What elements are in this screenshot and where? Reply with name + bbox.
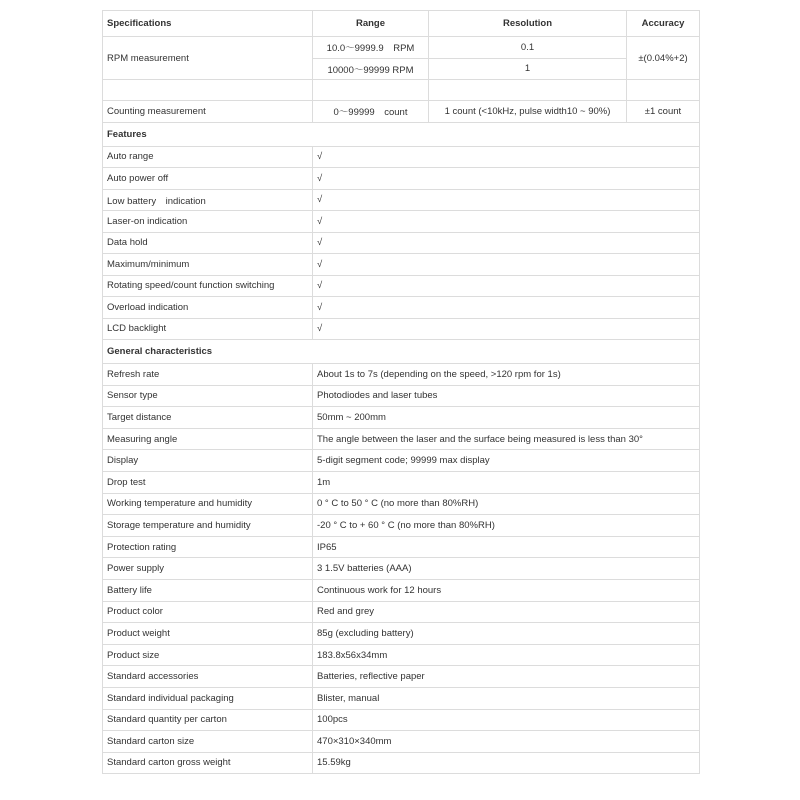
general-row	[103, 687, 700, 709]
general-value: 0 ° C to 50 ° C (no more than 80%RH)	[313, 493, 700, 515]
rpm-resolution-1: 0.1	[429, 37, 627, 59]
features-section-header	[103, 122, 700, 146]
general-label: Standard quantity per carton	[103, 709, 313, 731]
general-label: Product weight	[103, 623, 313, 645]
general-row	[103, 644, 700, 666]
general-title: General characteristics	[103, 340, 700, 364]
feature-value: √	[313, 275, 700, 297]
general-value: The angle between the laser and the surface being measured is less than 30°	[313, 428, 700, 450]
feature-label: Low battery indication	[103, 189, 313, 211]
feature-row	[103, 232, 700, 254]
header-specifications: Specifications	[103, 11, 313, 37]
general-value: -20 ° C to + 60 ° C (no more than 80%RH)	[313, 515, 700, 537]
feature-row	[103, 146, 700, 168]
feature-label: Auto power off	[103, 168, 313, 190]
general-row	[103, 364, 700, 386]
general-value: 15.59kg	[313, 752, 700, 774]
general-value: Red and grey	[313, 601, 700, 623]
features-title: Features	[103, 122, 700, 146]
general-label: Storage temperature and humidity	[103, 515, 313, 537]
general-row	[103, 493, 700, 515]
general-value: 85g (excluding battery)	[313, 623, 700, 645]
spec-table	[102, 10, 700, 774]
general-label: Working temperature and humidity	[103, 493, 313, 515]
rpm-accuracy: ±(0.04%+2)	[627, 37, 700, 80]
header-resolution: Resolution	[429, 11, 627, 37]
general-value: 5-digit segment code; 99999 max display	[313, 450, 700, 472]
general-row	[103, 558, 700, 580]
feature-value: √	[313, 211, 700, 233]
general-value: Blister, manual	[313, 687, 700, 709]
general-row	[103, 536, 700, 558]
feature-label: Overload indication	[103, 297, 313, 319]
general-label: Power supply	[103, 558, 313, 580]
general-value: 183.8x56x34mm	[313, 644, 700, 666]
general-row	[103, 407, 700, 429]
general-value: Batteries, reflective paper	[313, 666, 700, 688]
general-row	[103, 385, 700, 407]
general-value: Photodiodes and laser tubes	[313, 385, 700, 407]
feature-value: √	[313, 146, 700, 168]
general-section-header	[103, 340, 700, 364]
general-row	[103, 666, 700, 688]
feature-value: √	[313, 254, 700, 276]
blank-row	[103, 80, 700, 101]
general-label: Measuring angle	[103, 428, 313, 450]
rpm-label: RPM measurement	[103, 37, 313, 80]
general-row	[103, 623, 700, 645]
feature-value: √	[313, 232, 700, 254]
feature-value: √	[313, 189, 700, 211]
general-label: Product color	[103, 601, 313, 623]
general-row	[103, 709, 700, 731]
table-row	[103, 37, 700, 59]
rpm-resolution-2: 1	[429, 58, 627, 80]
general-value: Continuous work for 12 hours	[313, 579, 700, 601]
general-label: Product size	[103, 644, 313, 666]
header-range: Range	[313, 11, 429, 37]
feature-value: √	[313, 318, 700, 340]
general-label: Standard carton size	[103, 731, 313, 753]
general-label: Drop test	[103, 471, 313, 493]
general-row	[103, 450, 700, 472]
general-value: 3 1.5V batteries (AAA)	[313, 558, 700, 580]
header-accuracy: Accuracy	[627, 11, 700, 37]
counting-range: 0～99999 count	[313, 101, 429, 123]
general-value: About 1s to 7s (depending on the speed, >120 rpm for 1s)	[313, 364, 700, 386]
general-label: Refresh rate	[103, 364, 313, 386]
table-row	[103, 101, 700, 123]
general-row	[103, 601, 700, 623]
header-row	[103, 11, 700, 37]
general-row	[103, 471, 700, 493]
general-value: IP65	[313, 536, 700, 558]
feature-row	[103, 211, 700, 233]
general-value: 50mm ~ 200mm	[313, 407, 700, 429]
counting-label: Counting measurement	[103, 101, 313, 123]
general-label: Standard individual packaging	[103, 687, 313, 709]
feature-label: Rotating speed/count function switching	[103, 275, 313, 297]
feature-row	[103, 254, 700, 276]
general-label: Target distance	[103, 407, 313, 429]
feature-label: Data hold	[103, 232, 313, 254]
general-label: Protection rating	[103, 536, 313, 558]
feature-label: Maximum/minimum	[103, 254, 313, 276]
general-row	[103, 515, 700, 537]
feature-row	[103, 318, 700, 340]
feature-label: Auto range	[103, 146, 313, 168]
general-row	[103, 428, 700, 450]
general-value: 100pcs	[313, 709, 700, 731]
feature-label: Laser-on indication	[103, 211, 313, 233]
counting-accuracy: ±1 count	[627, 101, 700, 123]
rpm-range-2: 10000～99999 RPM	[313, 58, 429, 80]
general-label: Standard accessories	[103, 666, 313, 688]
general-label: Display	[103, 450, 313, 472]
feature-row	[103, 275, 700, 297]
feature-row	[103, 168, 700, 190]
general-label: Battery life	[103, 579, 313, 601]
general-value: 1m	[313, 471, 700, 493]
general-value: 470×310×340mm	[313, 731, 700, 753]
rpm-range-1: 10.0～9999.9 RPM	[313, 37, 429, 59]
feature-value: √	[313, 297, 700, 319]
general-label: Sensor type	[103, 385, 313, 407]
feature-label: LCD backlight	[103, 318, 313, 340]
counting-resolution: 1 count (<10kHz, pulse width10 ~ 90%)	[429, 101, 627, 123]
general-row	[103, 731, 700, 753]
feature-row	[103, 189, 700, 211]
feature-row	[103, 297, 700, 319]
feature-value: √	[313, 168, 700, 190]
general-row	[103, 752, 700, 774]
general-row	[103, 579, 700, 601]
general-label: Standard carton gross weight	[103, 752, 313, 774]
